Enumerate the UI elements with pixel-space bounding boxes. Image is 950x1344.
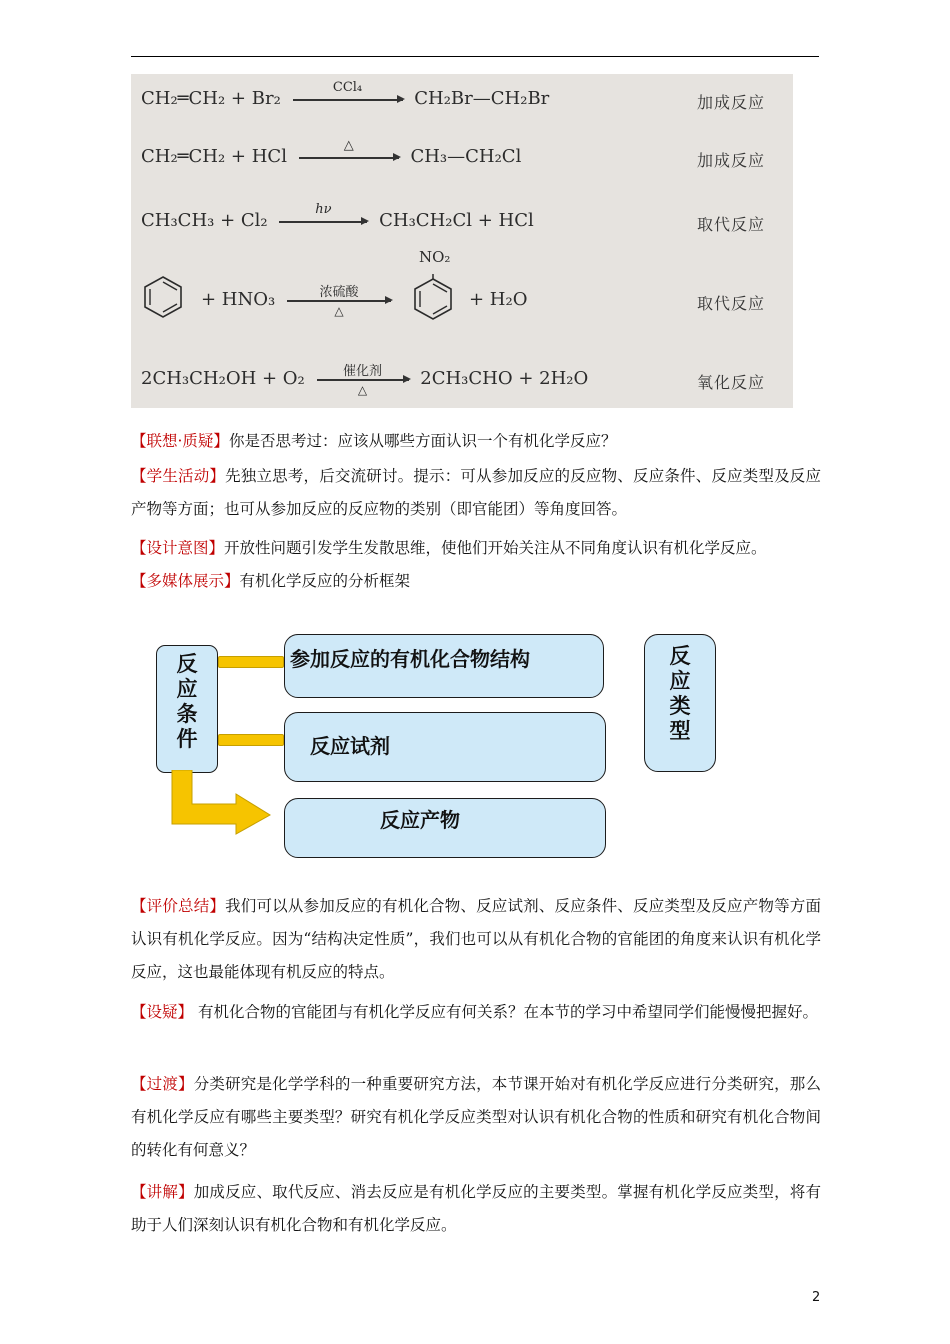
reaction-arrow: [317, 364, 409, 398]
reactants: + HNO₃: [201, 289, 276, 310]
arrow-condition: hν: [315, 202, 332, 218]
paragraph-text: 我们可以从参加反应的有机化合物、反应试剂、反应条件、反应类型及反应产物等方面认识有机化学反应。因为“结构决定性质”，我们也可以从有机化合物的官能团的角度来认识有机化学反应，这也最能体现有机反应的特点。: [131, 897, 821, 981]
reaction-type-label: 加成反应: [696, 151, 765, 170]
connector-to-reagent: [218, 734, 284, 746]
product-label: 反应产物: [380, 808, 460, 832]
arrow-to-product-icon: [168, 770, 274, 836]
reaction-row: [141, 248, 783, 334]
section-tag: 【设计意图】: [131, 539, 225, 557]
paragraph-text: 分类研究是化学学科的一种重要研究方法，本节课开始对有机化学反应进行分类研究，那么有机化学反应有哪些主要类型？研究有机化学反应类型对认识有机化合物的性质和研究有机化合物间的转化有何意义？: [131, 1075, 821, 1159]
reaction-arrow: [293, 80, 403, 101]
reaction-type-label: 取代反应: [696, 294, 765, 313]
products: CH₃—CH₂Cl: [410, 146, 522, 167]
arrow-condition-bottom: △: [357, 383, 368, 398]
nitro-group-label: NO₂: [419, 248, 451, 266]
reaction-arrow: [287, 285, 391, 319]
paragraph-multimedia: [131, 565, 821, 598]
reaction-row: [141, 136, 783, 176]
benzene-ring-icon: [141, 274, 185, 320]
reaction-arrow: [279, 202, 367, 223]
reaction-row: [141, 78, 783, 118]
arrow-condition-bottom: △: [334, 304, 344, 319]
header-rule: [131, 56, 819, 57]
section-tag: 【多媒体展示】: [131, 572, 240, 590]
products: CH₂Br—CH₂Br: [414, 88, 550, 109]
paragraph-text: 有机化合物的官能团与有机化学反应有何关系？在本节的学习中希望同学们能慢慢把握好。: [193, 1003, 818, 1021]
paragraph-association-question: [131, 425, 821, 458]
paragraph-text: 开放性问题引发学生发散思维，使他们开始关注从不同角度认识有机化学反应。: [224, 539, 767, 557]
section-tag: 【学生活动】: [131, 467, 226, 485]
reactants: 2CH₃CH₂OH + O₂: [141, 368, 305, 389]
reactants: CH₂═CH₂ + Br₂: [141, 88, 281, 109]
section-tag: 【评价总结】: [131, 897, 226, 915]
arrow-condition: △: [343, 138, 354, 154]
nitrobenzene-ring-icon: [411, 274, 455, 320]
products: 2CH₃CHO + 2H₂O: [420, 368, 589, 389]
arrow-condition: 浓硫酸: [319, 285, 359, 301]
connector-to-structure: [218, 656, 284, 668]
reaction-type-label: 加成反应: [696, 93, 765, 112]
products: + H₂O: [469, 289, 528, 310]
paragraph-explanation: [131, 1176, 821, 1242]
structure-label: 参加反应的有机化合物结构: [290, 647, 530, 671]
reactants: CH₃CH₃ + Cl₂: [141, 210, 268, 231]
paragraph-student-activity: [131, 460, 821, 526]
section-tag: 【联想·质疑】: [131, 432, 229, 450]
paragraph-text: 加成反应、取代反应、消去反应是有机化学反应的主要类型。掌握有机化学反应类型，将有助于人们深刻认识有机化合物和有机化学反应。: [131, 1183, 821, 1234]
section-tag: 【设疑】: [131, 1003, 194, 1021]
paragraph-question: [131, 996, 821, 1029]
reaction-type-label: 反应类型: [669, 644, 691, 743]
reaction-row: [141, 200, 783, 240]
reactants: CH₂═CH₂ + HCl: [141, 146, 287, 167]
reagent-label: 反应试剂: [310, 734, 390, 758]
page-number: 2: [812, 1290, 821, 1305]
paragraph-text: 有机化学反应的分析框架: [239, 572, 411, 590]
paragraph-text: 先独立思考，后交流研讨。提示：可从参加反应的反应物、反应条件、反应类型及反应产物等方面；也可从参加反应的反应物的类别（即官能团）等角度回答。: [131, 467, 821, 518]
reaction-arrow: [299, 138, 399, 159]
reaction-equations-image: [131, 74, 793, 408]
paragraph-design-intent: [131, 532, 821, 565]
reaction-row: [141, 358, 783, 398]
reaction-type-label: 氧化反应: [696, 373, 765, 392]
arrow-condition: CCl₄: [332, 80, 363, 96]
products: CH₃CH₂Cl + HCl: [379, 210, 534, 231]
paragraph-transition: [131, 1068, 821, 1167]
paragraph-text: 你是否思考过：应该从哪些方面认识一个有机化学反应？: [228, 432, 617, 450]
reaction-type-label: 取代反应: [696, 215, 765, 234]
condition-label: 反应条件: [176, 652, 198, 751]
paragraph-evaluation-summary: [131, 890, 821, 989]
section-tag: 【过渡】: [131, 1075, 194, 1093]
section-tag: 【讲解】: [131, 1183, 194, 1201]
arrow-condition: 催化剂: [343, 364, 383, 380]
